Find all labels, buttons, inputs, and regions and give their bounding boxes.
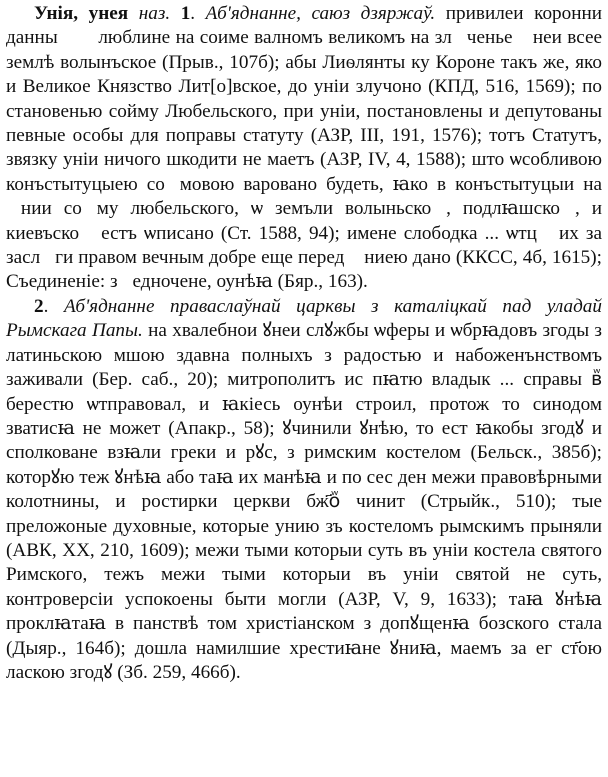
sense-1-citations: привилеи коронни данныᷱ ꙋ люблине на соиме валномъ великомъ на злꙋченье ꙋнеи всее землѣ волынъское (Прыв., 107б); абы Лиѳлянты ку Короне такъ же, яко и Великое Князство Лит[о]вское, до уніи злучоно (КПД, 516, 1569); по становенью сойму Любельского, при уніи, постановлены и депутованы певные особы для поправы статуту (АЗР, III, 191, 1576); тотъ Статутъ, звязку уніи ничого шкодити не маетъ (АЗР, IV, 4, 1588); што ѡсобливою конъстытуцыею соᷱмовою варовано будеть, ꙗко в конъстытуцыи на ꙋнии соᷱму любельского, ѡ земъли волыньскоᷱ, подлꙗшскоᷱ, и киевъскоᷱ естъ ѡписано (Ст. 1588, 94); имене слободка ... ѡтцꙋ их за заслꙋги правом вечным добре еще перед ꙋниею дано (ККСС, 4б, 1615); Съединеніе: зᷱедночене, оунѣꙗ (Бяр., 163). (6, 3, 603, 293)
headword: Унія, унея (34, 3, 129, 24)
sense-2-paragraph: 2. Аб'яднанне праваслаўнай царквы з каталіцкай пад уладай Рымскага Папы. на хвалебнои ꙋнеи слꙋжбы ѡферы и ѡбрꙗдовъ згоды з латиньскою мшою здавна полныхъ з радостью и набоженънствомъ заживали (Бер. саб., 20); митрополитъ ис пꙗтю владык ... справы вᷱ берестю ѡтправовал, и ꙗкіесь оунѣи строил, протож то синодом зватисꙗ не может (Апакр., 58); ꙋчинили ꙋнѣю, то ест ꙗкобы згодꙋ и сполковане взꙗли греки и рꙋс, з римским костелом (Бельск., 385б); которꙋю теж ꙋнѣꙗ або таꙗ их манѣꙗ и по сес ден межи правовѣрными колотнины, и ростирки церкви бж҃оᷱ чинит (Стрыйк., 510); тые преложоные духовные, которые унию зъ костеломъ рымскимъ прыняли (АВК, XX, 210, 1609); межи тыми которыи суть въ уніи костела святого Римского, тежъ межи тыми которыи въ уніи святой не суть, контроверсіи успокоены быти могли (АЗР, V, 9, 1633); таꙗ ꙋнѣꙗ проклꙗтаꙗ в панствѣ том христіанском з допꙋщенꙗ бозского стала (Дыяр., 164б); дошла намилшие хрестиꙗне ꙋниꙗ, маемъ за ег ст҃ою ласкою згодꙋ (Зб. 259, 466б). (6, 295, 603, 683)
sense-2-number: 2 (34, 295, 44, 317)
part-of-speech: наз. (138, 3, 171, 24)
sense-1-definition: Аб'яднанне, саюз дзяржаў. (205, 3, 436, 24)
sense-2-citations: на хвалебнои ꙋнеи слꙋжбы ѡферы и ѡбрꙗдовъ згоды з латиньскою мшою здавна полныхъ з радостью и набоженънствомъ заживали (Бер. саб., 20); митрополитъ ис пꙗтю владык ... справы вᷱ берестю ѡтправовал, и ꙗкіесь оунѣи строил, протож то синодом зватисꙗ не может (Апакр., 58); ꙋчинили ꙋнѣю, то ест ꙗкобы згодꙋ и сполковане взꙗли греки и рꙋс, з римским костелом (Бельск., 385б); которꙋю теж ꙋнѣꙗ або таꙗ их манѣꙗ и по сес ден межи правовѣрными колотнины, и ростирки церкви бж҃оᷱ чинит (Стрыйк., 510); тые преложоные духовные, которые унию зъ костеломъ рымскимъ прыняли (АВК, XX, 210, 1609); межи тыми которыи суть въ уніи костела святого Римского, тежъ межи тыми которыи въ уніи святой не суть, контроверсіи успокоены быти могли (АЗР, V, 9, 1633); таꙗ ꙋнѣꙗ проклꙗтаꙗ в панствѣ том христіанском з допꙋщенꙗ бозского стала (Дыяр., 164б); дошла намилшие хрестиꙗне ꙋниꙗ, маемъ за ег ст҃ою ласкою згодꙋ (Зб. 259, 466б). (6, 320, 603, 683)
dictionary-entry (6, 2, 602, 685)
sense-1-number: 1 (180, 3, 191, 24)
sense-1-paragraph: Унія, унея наз. 1. Аб'яднанне, саюз дзяржаў. привилеи коронни данныᷱ ꙋ люблине на соиме валномъ великомъ на злꙋченье ꙋнеи всее землѣ волынъское (Прыв., 107б); абы Лиѳлянты ку Короне такъ же, яко и Великое Князство Лит[о]вское, до уніи злучоно (КПД, 516, 1569); по становенью сойму Любельского, при уніи, постановлены и депутованы певные особы для поправы статуту (АЗР, III, 191, 1576); тотъ Статутъ, звязку уніи ничого шкодити не маетъ (АЗР, IV, 4, 1588); што ѡсобливою конъстытуцыею соᷱмовою варовано будеть, ꙗко в конъстытуцыи на ꙋнии соᷱму любельского, ѡ земъли волыньскоᷱ, подлꙗшскоᷱ, и киевъскоᷱ естъ ѡписано (Ст. 1588, 94); имене слободка ... ѡтцꙋ их за заслꙋги правом вечным добре еще перед ꙋниею дано (ККСС, 4б, 1615); Съединеніе: зᷱедночене, оунѣꙗ (Бяр., 163). (6, 3, 603, 293)
sense-2-definition: Аб'яднанне праваслаўнай царквы з каталіцкай пад уладай Рымскага Папы. (6, 295, 602, 342)
